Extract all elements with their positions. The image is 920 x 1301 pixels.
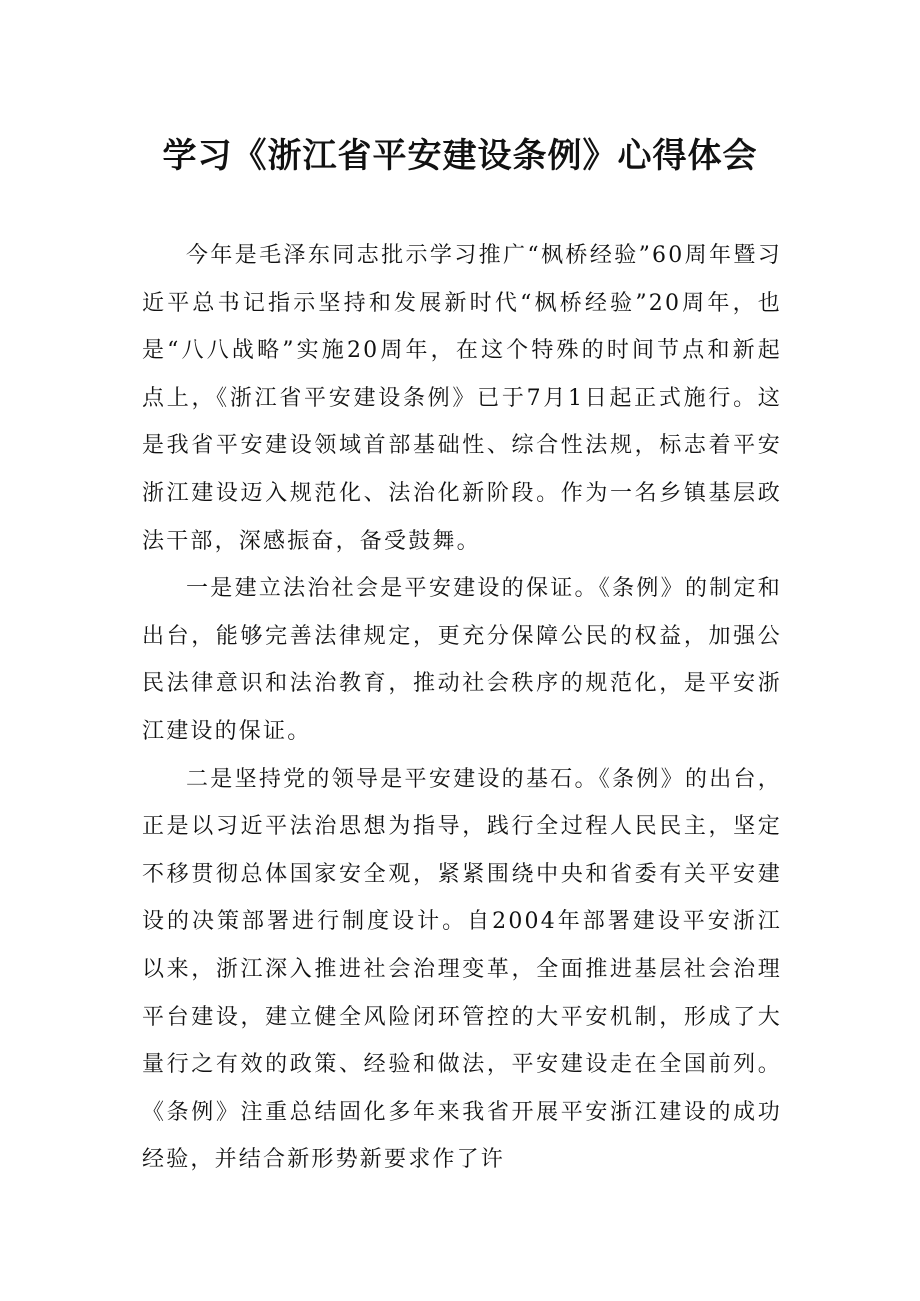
paragraph-point-one: 一是建立法治社会是平安建设的保证。《条例》的制定和出台，能够完善法律规定，更充分保障公民的权益，加强公民法律意识和法治教育，推动社会秩序的规范化，是平安浙江建设的保证。 bbox=[142, 576, 782, 744]
paragraph-intro: 今年是毛泽东同志批示学习推广“枫桥经验”60周年暨习近平总书记指示坚持和发展新时代“枫桥经验”20周年，也是“八八战略”实施20周年，在这个特殊的时间节点和新起点上，《浙江省平安建设条例》已于7月1日起正式施行。这是我省平安建设领域首部基础性、综合性法规，标志着平安浙江建设迈入规范化、法治化新阶段。作为一名乡镇基层政法干部，深感振奋，备受鼓舞。 bbox=[142, 243, 782, 554]
paragraph-point-two: 二是坚持党的领导是平安建设的基石。《条例》的出台，正是以习近平法治思想为指导，践行全过程人民民主，坚定不移贯彻总体国家安全观，紧紧围绕中央和省委有关平安建设的决策部署进行制度设计。自2004年部署建设平安浙江以来，浙江深入推进社会治理变革，全面推进基层社会治理平台建设，建立健全风险闭环管控的大平安机制，形成了大量行之有效的政策、经验和做法，平安建设走在全国前列。《条例》注重总结固化多年来我省开展平安浙江建设的成功经验，并结合新形势新要求作了许 bbox=[142, 766, 782, 1173]
document-body bbox=[142, 232, 782, 1184]
document-title: 学习《浙江省平安建设条例》心得体会 bbox=[162, 136, 758, 176]
